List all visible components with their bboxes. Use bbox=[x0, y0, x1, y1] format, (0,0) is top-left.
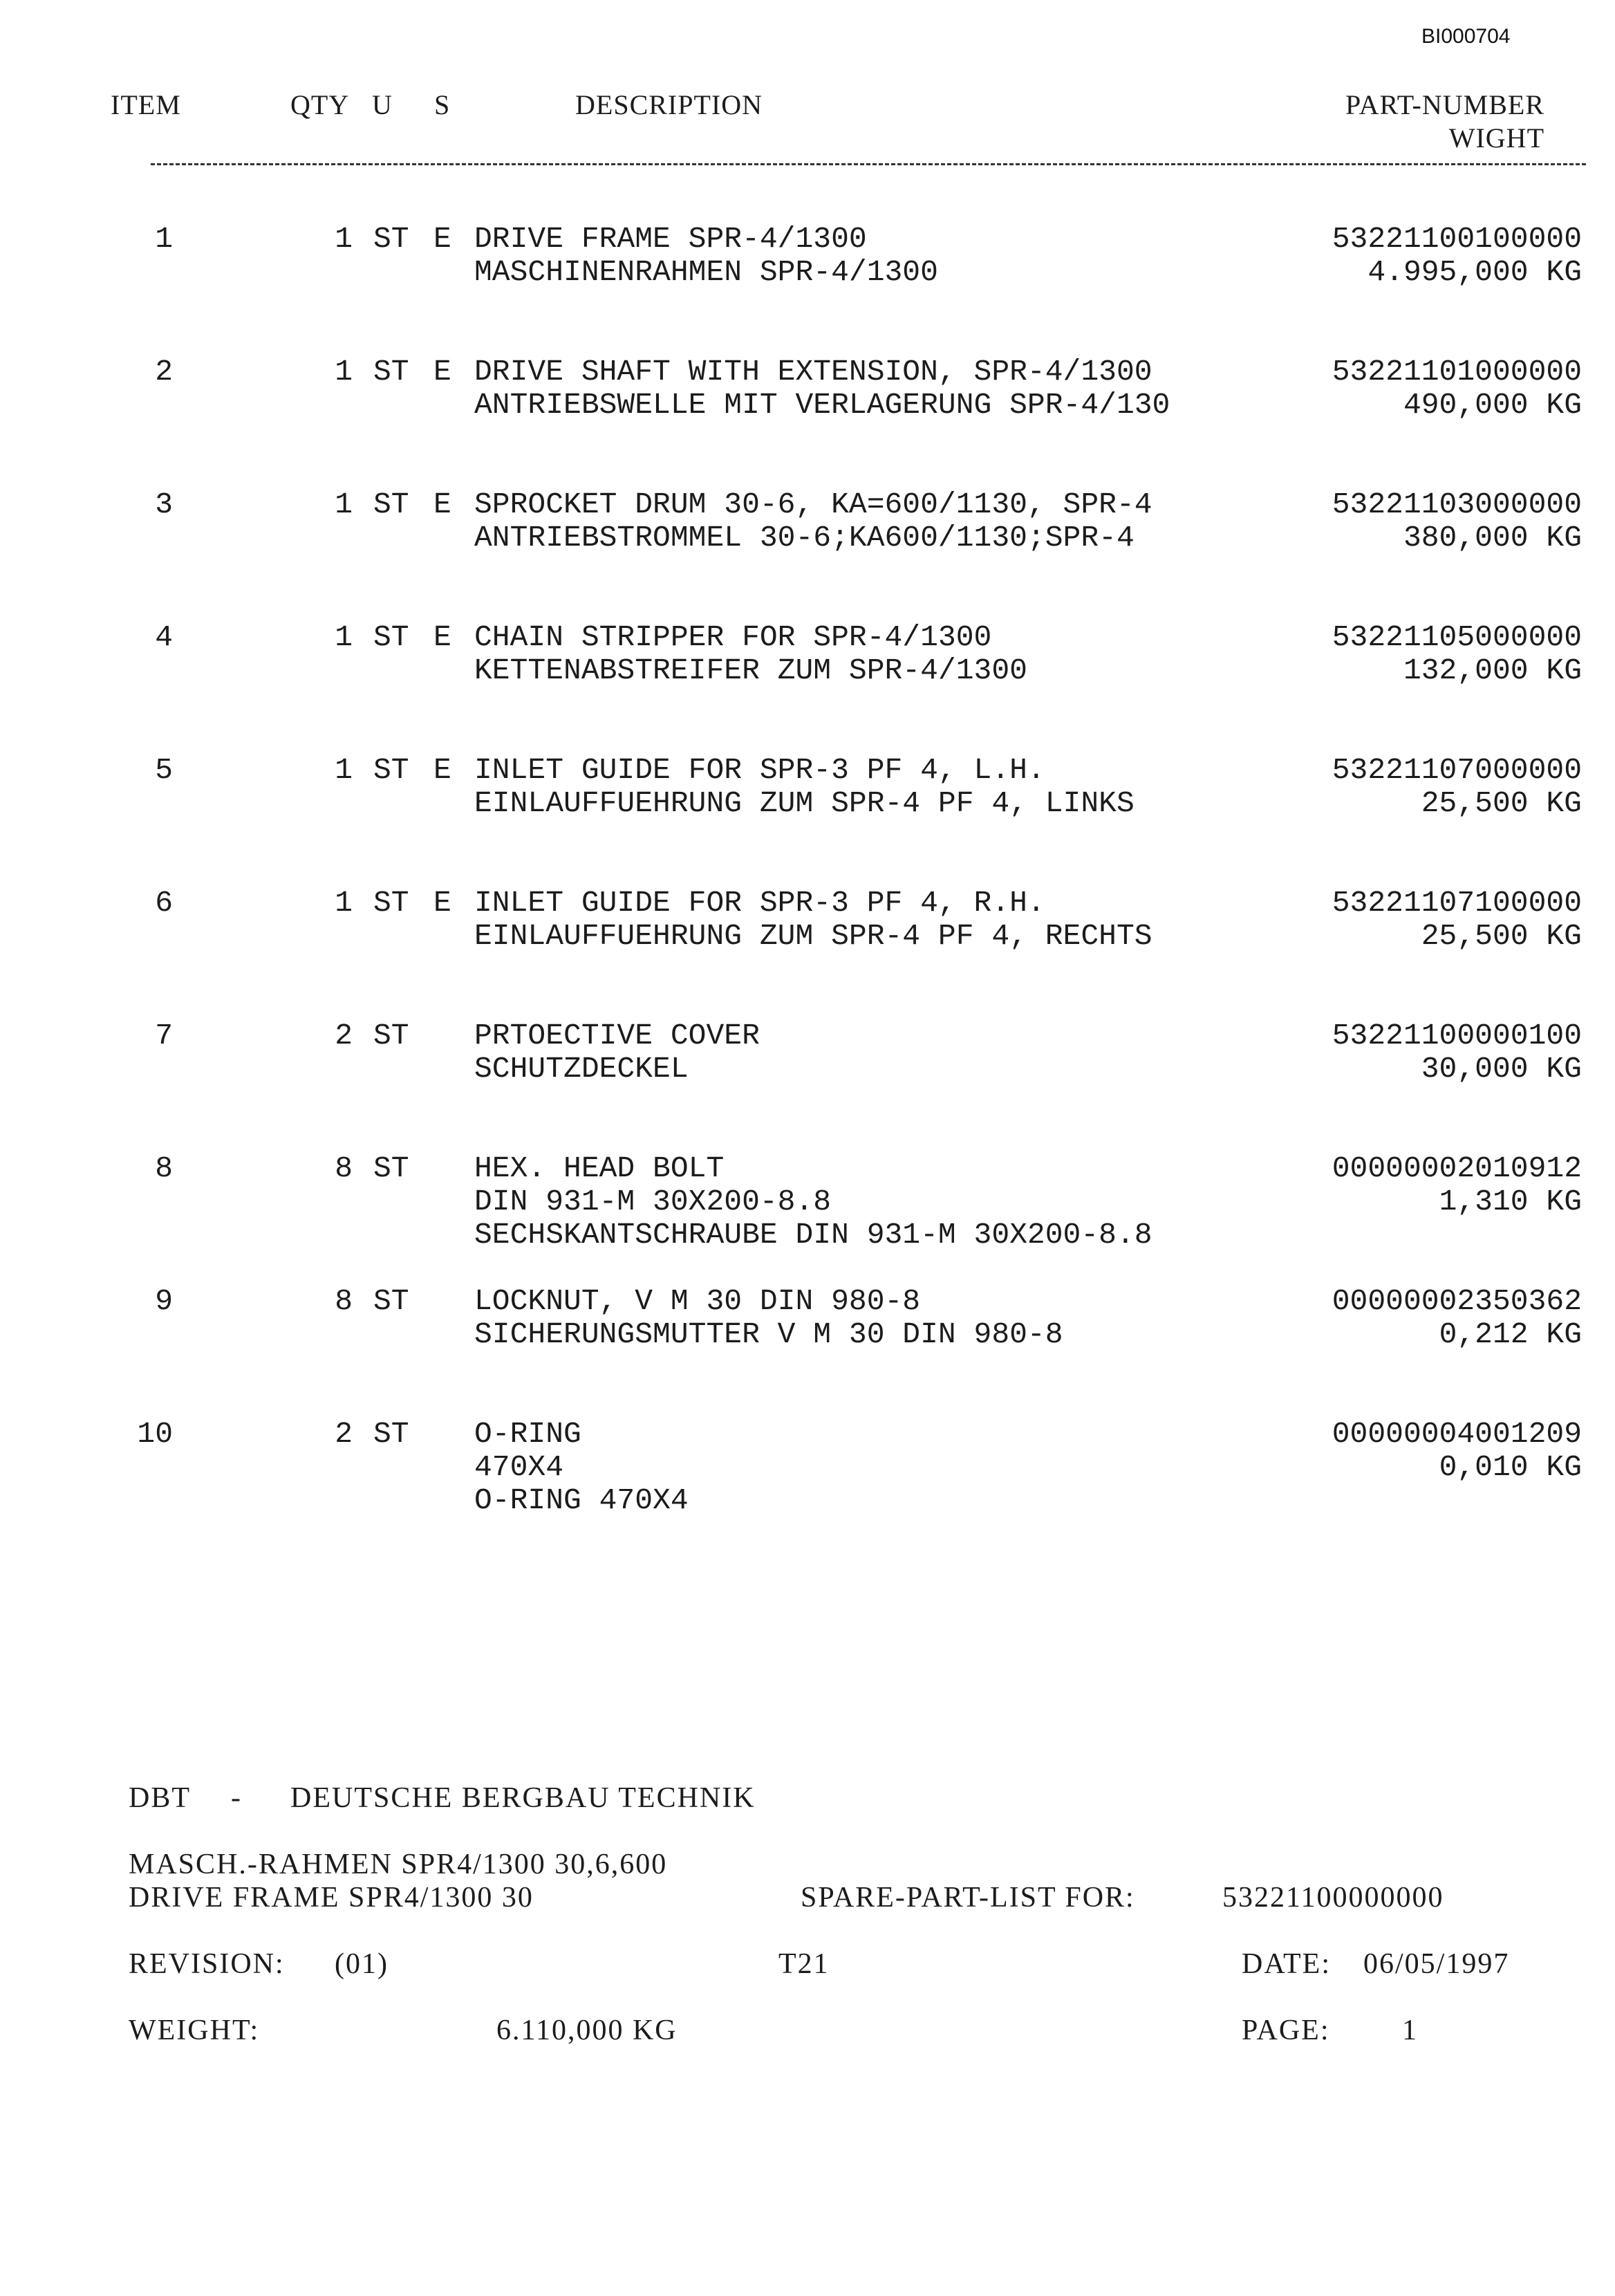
company-separator: - bbox=[231, 1782, 242, 1814]
item-unit: ST bbox=[373, 886, 409, 920]
item-number: 9 bbox=[155, 1284, 173, 1318]
item-unit: ST bbox=[373, 1151, 409, 1185]
revision-value: (01) bbox=[335, 1948, 389, 1980]
company-abbr: DBT bbox=[129, 1782, 191, 1814]
item-desc-line: INLET GUIDE FOR SPR-3 PF 4, L.H. bbox=[474, 753, 1045, 787]
item-row bbox=[0, 1019, 1615, 1123]
item-unit: ST bbox=[373, 355, 409, 389]
item-desc-line: MASCHINENRAHMEN SPR-4/1300 bbox=[474, 255, 938, 289]
item-weight: 0,010 KG bbox=[1439, 1450, 1582, 1484]
item-qty: 1 bbox=[335, 620, 353, 654]
item-desc-line: HEX. HEAD BOLT bbox=[474, 1151, 725, 1185]
item-part-number: 53221105000000 bbox=[1332, 620, 1582, 654]
item-weight: 1,310 KG bbox=[1439, 1185, 1582, 1219]
item-s: E bbox=[433, 222, 451, 256]
item-unit: ST bbox=[373, 1019, 409, 1053]
item-number: 2 bbox=[155, 355, 173, 389]
header-part-number: PART-NUMBER bbox=[1345, 89, 1544, 120]
item-weight: 380,000 KG bbox=[1403, 521, 1582, 555]
item-s: E bbox=[433, 355, 451, 389]
item-qty: 1 bbox=[335, 488, 353, 521]
revision-label: REVISION: bbox=[129, 1948, 285, 1980]
item-number: 7 bbox=[155, 1019, 173, 1053]
header-qty: QTY bbox=[290, 89, 350, 120]
item-row bbox=[0, 887, 1615, 990]
item-unit: ST bbox=[373, 753, 409, 787]
assembly-title-en: DRIVE FRAME SPR4/1300 30 bbox=[129, 1882, 534, 1914]
item-weight: 0,212 KG bbox=[1439, 1317, 1582, 1351]
date-label: DATE: bbox=[1242, 1948, 1331, 1980]
t-code: T21 bbox=[778, 1948, 830, 1980]
item-weight: 132,000 KG bbox=[1403, 654, 1582, 687]
header-description: DESCRIPTION bbox=[575, 89, 763, 120]
item-row bbox=[0, 621, 1615, 725]
item-number: 10 bbox=[137, 1417, 173, 1451]
item-row bbox=[0, 1152, 1615, 1256]
spare-part-list-number: 53221100000000 bbox=[1222, 1882, 1444, 1914]
item-weight: 25,500 KG bbox=[1421, 786, 1582, 820]
item-desc-line: EINLAUFFUEHRUNG ZUM SPR-4 PF 4, LINKS bbox=[474, 786, 1135, 820]
header-s: S bbox=[434, 89, 451, 120]
item-row bbox=[0, 355, 1615, 459]
item-number: 5 bbox=[155, 753, 173, 787]
page-label: PAGE: bbox=[1242, 2015, 1330, 2046]
spare-part-list-label: SPARE-PART-LIST FOR: bbox=[801, 1882, 1135, 1914]
item-number: 6 bbox=[155, 886, 173, 920]
item-qty: 1 bbox=[335, 222, 353, 256]
item-part-number: 00000002010912 bbox=[1332, 1151, 1582, 1185]
item-weight: 4.995,000 KG bbox=[1367, 255, 1582, 289]
item-s: E bbox=[433, 488, 451, 521]
item-number: 3 bbox=[155, 488, 173, 521]
date-value: 06/05/1997 bbox=[1363, 1948, 1510, 1980]
item-s: E bbox=[433, 886, 451, 920]
item-qty: 1 bbox=[335, 753, 353, 787]
item-number: 4 bbox=[155, 620, 173, 654]
item-desc-line: CHAIN STRIPPER FOR SPR-4/1300 bbox=[474, 620, 992, 654]
item-desc-line: DRIVE SHAFT WITH EXTENSION, SPR-4/1300 bbox=[474, 355, 1152, 389]
weight-value: 6.110,000 KG bbox=[496, 2015, 678, 2046]
item-desc-line: SPROCKET DRUM 30-6, KA=600/1130, SPR-4 bbox=[474, 488, 1152, 521]
item-desc-line: LOCKNUT, V M 30 DIN 980-8 bbox=[474, 1284, 921, 1318]
item-unit: ST bbox=[373, 620, 409, 654]
item-s: E bbox=[433, 620, 451, 654]
item-qty: 1 bbox=[335, 355, 353, 389]
item-desc-line: DRIVE FRAME SPR-4/1300 bbox=[474, 222, 867, 256]
item-unit: ST bbox=[373, 1417, 409, 1451]
header-weight: WIGHT bbox=[1448, 122, 1544, 154]
item-desc-line: SECHSKANTSCHRAUBE DIN 931-M 30X200-8.8 bbox=[474, 1218, 1152, 1252]
item-qty: 1 bbox=[335, 886, 353, 920]
item-part-number: 00000002350362 bbox=[1332, 1284, 1582, 1318]
item-weight: 490,000 KG bbox=[1403, 388, 1582, 422]
company-name: DEUTSCHE BERGBAU TECHNIK bbox=[290, 1782, 756, 1814]
item-weight: 25,500 KG bbox=[1421, 919, 1582, 953]
header-unit: U bbox=[372, 89, 393, 120]
header-item: ITEM bbox=[111, 89, 181, 120]
item-qty: 2 bbox=[335, 1417, 353, 1451]
item-part-number: 53221107100000 bbox=[1332, 886, 1582, 920]
item-part-number: 53221103000000 bbox=[1332, 488, 1582, 521]
item-unit: ST bbox=[373, 488, 409, 521]
item-part-number: 00000004001209 bbox=[1332, 1417, 1582, 1451]
item-desc-line: O-RING bbox=[474, 1417, 581, 1451]
item-qty: 8 bbox=[335, 1151, 353, 1185]
item-part-number: 53221100000100 bbox=[1332, 1019, 1582, 1053]
item-row bbox=[0, 488, 1615, 592]
item-s: E bbox=[433, 753, 451, 787]
item-qty: 2 bbox=[335, 1019, 353, 1053]
item-desc-line: O-RING 470X4 bbox=[474, 1483, 689, 1517]
item-row bbox=[0, 223, 1615, 326]
item-part-number: 53221107000000 bbox=[1332, 753, 1582, 787]
item-desc-line: ANTRIEBSWELLE MIT VERLAGERUNG SPR-4/130 bbox=[474, 388, 1170, 422]
item-desc-line: KETTENABSTREIFER ZUM SPR-4/1300 bbox=[474, 654, 1027, 687]
item-desc-line: DIN 931-M 30X200-8.8 bbox=[474, 1185, 832, 1219]
item-desc-line: PRTOECTIVE COVER bbox=[474, 1019, 760, 1053]
item-desc-line: 470X4 bbox=[474, 1450, 564, 1484]
document-id: BI000704 bbox=[1421, 25, 1511, 48]
item-number: 8 bbox=[155, 1151, 173, 1185]
item-row bbox=[0, 1285, 1615, 1389]
item-desc-line: SICHERUNGSMUTTER V M 30 DIN 980-8 bbox=[474, 1317, 1063, 1351]
item-row bbox=[0, 1418, 1615, 1521]
item-weight: 30,000 KG bbox=[1421, 1052, 1582, 1086]
item-number: 1 bbox=[155, 222, 173, 256]
item-part-number: 53221101000000 bbox=[1332, 355, 1582, 389]
item-desc-line: INLET GUIDE FOR SPR-3 PF 4, R.H. bbox=[474, 886, 1045, 920]
item-part-number: 53221100100000 bbox=[1332, 222, 1582, 256]
assembly-title-de: MASCH.-RAHMEN SPR4/1300 30,6,600 bbox=[129, 1849, 668, 1880]
item-desc-line: SCHUTZDECKEL bbox=[474, 1052, 689, 1086]
item-desc-line: EINLAUFFUEHRUNG ZUM SPR-4 PF 4, RECHTS bbox=[474, 919, 1152, 953]
item-row bbox=[0, 754, 1615, 858]
item-unit: ST bbox=[373, 222, 409, 256]
item-qty: 8 bbox=[335, 1284, 353, 1318]
page-number: 1 bbox=[1402, 2015, 1418, 2046]
header-divider bbox=[151, 163, 1586, 165]
weight-label: WEIGHT: bbox=[129, 2015, 260, 2046]
item-desc-line: ANTRIEBSTROMMEL 30-6;KA600/1130;SPR-4 bbox=[474, 521, 1135, 555]
item-unit: ST bbox=[373, 1284, 409, 1318]
